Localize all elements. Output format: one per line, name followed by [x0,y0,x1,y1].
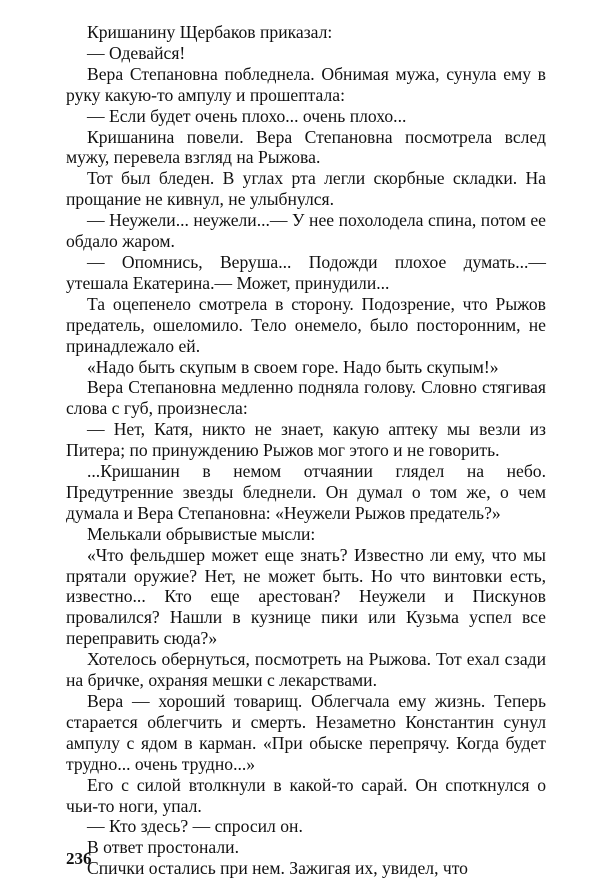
paragraph: Кришанину Щербаков приказал: [87,22,333,42]
paragraph: Тот был бледен. В углах рта легли скорбные складки. На прощание не кивнул, не улыбнулся. [66,168,546,210]
paragraph: Мелькали обрывистые мысли: [87,523,316,544]
paragraph: В ответ простонали. [87,837,239,858]
paragraph: «Надо быть скупым в своем горе. Надо быть скупым!» [87,356,499,377]
paragraph: — Опомнись, Веруша... Подожди плохое думать...— утешала Екатерина.— Может, принудили... [66,251,546,293]
paragraph: Его с силой втолкнули в какой-то сарай. Он споткнулся о чьи-то ноги, упал. [66,774,546,816]
paragraph: — Неужели... неужели...— У нее похолодела спина, потом ее обдало жаром. [66,210,546,252]
paragraph: Вера Степановна побледнела. Обнимая мужа, сунула ему в руку какую-то ампулу и прошептала: [66,63,546,105]
page-number: 236 [66,849,92,868]
paragraph: Спички остались при нем. Зажигая их, увидел, что [87,858,468,879]
paragraph: — Нет, Катя, никто не знает, какую аптеку мы везли из Питера; по принуждению Рыжов мог этого и не говорить. [66,419,546,461]
paragraph: Вера — хороший товарищ. Облегчала ему жизнь. Теперь старается облегчить и смерть. Незаметно Константин сунул ампулу с ядом в карман. «При обыске перепрячу. Когда будет трудно... очень трудно...» [66,691,546,774]
page-text [66,22,546,879]
paragraph: Та оцепенело смотрела в сторону. Подозрение, что Рыжов предатель, ошеломило. Тело онемело, было посторонним, не принадлежало ей. [66,293,546,356]
paragraph: Вера Степановна медленно подняла голову. Словно стягивая слова с губ, произнесла: [66,377,546,419]
paragraph: ...Кришанин в немом отчаянии глядел на небо. Предутренние звезды бледнели. Он думал о том же, о чем думала и Вера Степановна: «Неужели Рыжов предатель?» [66,461,546,523]
paragraph: — Одевайся! [87,42,186,63]
paragraph: — Кто здесь? — спросил он. [87,816,303,837]
paragraph: Кришанина повели. Вера Степановна посмотрела вслед мужу, перевела взгляд на Рыжова. [66,126,546,168]
paragraph: «Что фельдшер может еще знать? Известно ли ему, что мы прятали оружие? Нет, не может быть. Но что винтовки есть, известно... Кто еще арестован? Неужели и Пискунов провалился? Нашли в кузнице пики или Кузьма успел все переправить сюда?» [66,544,546,649]
paragraph: — Если будет очень плохо... очень плохо... [87,105,407,126]
paragraph: Хотелось обернуться, посмотреть на Рыжова. Тот ехал сзади на бричке, охраняя мешки с лекарствами. [66,649,546,691]
